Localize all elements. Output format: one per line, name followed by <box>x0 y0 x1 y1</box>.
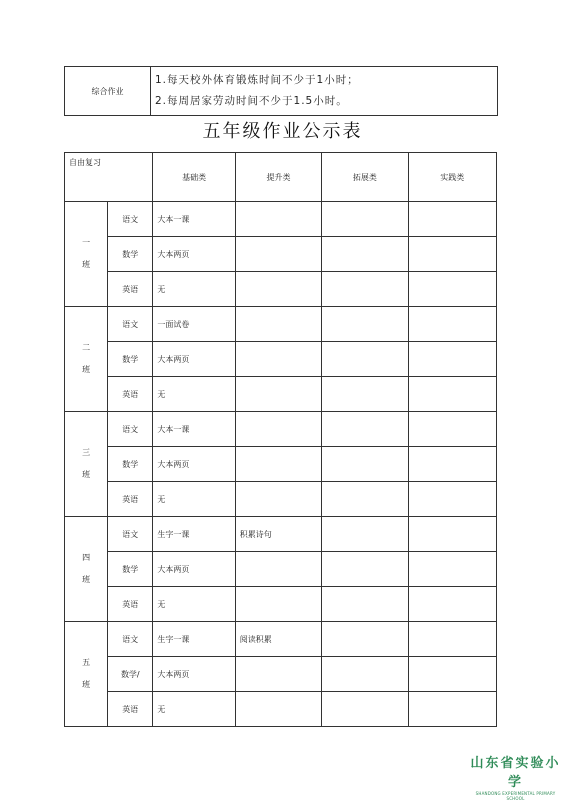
comprehensive-line-1: 1.每天校外体育锻炼时间不少于1小时； <box>155 74 359 86</box>
subject-cell: 英语 <box>108 482 153 517</box>
practice-homework-cell <box>408 552 496 587</box>
class-name-cell <box>65 622 108 727</box>
class-name-top: 五 <box>82 658 91 667</box>
class-name-cell <box>65 517 108 622</box>
advanced-homework-cell: 阅读积累 <box>235 622 321 657</box>
class-name-cell <box>65 307 108 412</box>
basic-homework-cell: 大本一课 <box>153 202 235 237</box>
table-row <box>65 622 497 657</box>
extension-homework-cell <box>322 377 408 412</box>
school-logo <box>468 752 563 801</box>
practice-homework-cell <box>408 237 496 272</box>
extension-homework-cell <box>322 552 408 587</box>
subject-cell: 数学 <box>108 447 153 482</box>
basic-homework-cell: 无 <box>153 692 235 727</box>
practice-homework-cell <box>408 692 496 727</box>
extension-homework-cell <box>322 622 408 657</box>
comprehensive-homework-table <box>64 66 498 116</box>
class-name-cell <box>65 412 108 517</box>
extension-homework-cell <box>322 447 408 482</box>
header-basic: 基础类 <box>153 153 235 202</box>
basic-homework-cell: 大本两页 <box>153 342 235 377</box>
table-row <box>65 447 497 482</box>
extension-homework-cell <box>322 307 408 342</box>
advanced-homework-cell: 积累诗句 <box>235 517 321 552</box>
class-name-bottom: 班 <box>82 470 91 479</box>
class-name-bottom: 班 <box>82 680 91 689</box>
advanced-homework-cell <box>235 552 321 587</box>
table-row <box>65 587 497 622</box>
practice-homework-cell <box>408 587 496 622</box>
advanced-homework-cell <box>235 307 321 342</box>
table-row <box>65 202 497 237</box>
advanced-homework-cell <box>235 342 321 377</box>
table-row <box>65 692 497 727</box>
basic-homework-cell: 一面试卷 <box>153 307 235 342</box>
table-row <box>65 657 497 692</box>
header-advanced: 提升类 <box>235 153 321 202</box>
subject-cell: 数学/ <box>108 657 153 692</box>
class-name-bottom: 班 <box>82 365 91 374</box>
class-name-top: 二 <box>82 343 91 352</box>
advanced-homework-cell <box>235 272 321 307</box>
subject-cell: 语文 <box>108 412 153 447</box>
table-row <box>65 552 497 587</box>
subject-cell: 英语 <box>108 377 153 412</box>
advanced-homework-cell <box>235 202 321 237</box>
basic-homework-cell: 无 <box>153 587 235 622</box>
extension-homework-cell <box>322 272 408 307</box>
subject-cell: 语文 <box>108 307 153 342</box>
table-header-row <box>65 153 497 202</box>
basic-homework-cell: 大本一课 <box>153 412 235 447</box>
subject-cell: 英语 <box>108 692 153 727</box>
practice-homework-cell <box>408 447 496 482</box>
extension-homework-cell <box>322 412 408 447</box>
page-title: 五年级作业公示表 <box>202 121 363 142</box>
basic-homework-cell: 无 <box>153 272 235 307</box>
practice-homework-cell <box>408 202 496 237</box>
extension-homework-cell <box>322 482 408 517</box>
advanced-homework-cell <box>235 692 321 727</box>
practice-homework-cell <box>408 622 496 657</box>
practice-homework-cell <box>408 412 496 447</box>
header-practice: 实践类 <box>408 153 496 202</box>
advanced-homework-cell <box>235 377 321 412</box>
class-name-bottom: 班 <box>82 575 91 584</box>
advanced-homework-cell <box>235 412 321 447</box>
table-row <box>65 482 497 517</box>
advanced-homework-cell <box>235 237 321 272</box>
practice-homework-cell <box>408 517 496 552</box>
basic-homework-cell: 生字一课 <box>153 622 235 657</box>
subject-cell: 语文 <box>108 517 153 552</box>
advanced-homework-cell <box>235 587 321 622</box>
subject-cell: 数学 <box>108 237 153 272</box>
advanced-homework-cell <box>235 482 321 517</box>
homework-schedule-table <box>64 152 497 727</box>
practice-homework-cell <box>408 482 496 517</box>
extension-homework-cell <box>322 237 408 272</box>
basic-homework-cell: 生字一课 <box>153 517 235 552</box>
practice-homework-cell <box>408 377 496 412</box>
basic-homework-cell: 大本两页 <box>153 657 235 692</box>
table-row <box>65 342 497 377</box>
extension-homework-cell <box>322 202 408 237</box>
basic-homework-cell: 大本两页 <box>153 447 235 482</box>
extension-homework-cell <box>322 657 408 692</box>
header-extension: 拓展类 <box>322 153 408 202</box>
school-logo-english: SHANDONG EXPERIMENTAL PRIMARY SCHOOL <box>475 791 556 801</box>
class-name-top: 一 <box>82 238 91 247</box>
class-name-top: 三 <box>82 448 91 457</box>
basic-homework-cell: 大本两页 <box>153 552 235 587</box>
header-corner-cell: 自由复习 <box>65 153 153 202</box>
table-row <box>65 412 497 447</box>
subject-cell: 英语 <box>108 272 153 307</box>
basic-homework-cell: 大本两页 <box>153 237 235 272</box>
subject-cell: 语文 <box>108 622 153 657</box>
table-row <box>65 272 497 307</box>
practice-homework-cell <box>408 272 496 307</box>
extension-homework-cell <box>322 517 408 552</box>
basic-homework-cell: 无 <box>153 377 235 412</box>
school-logo-chinese: 山东省实验小学 <box>470 756 561 790</box>
practice-homework-cell <box>408 342 496 377</box>
table-row <box>65 237 497 272</box>
subject-cell: 语文 <box>108 202 153 237</box>
basic-homework-cell: 无 <box>153 482 235 517</box>
extension-homework-cell <box>322 342 408 377</box>
advanced-homework-cell <box>235 657 321 692</box>
comprehensive-line-2: 2.每周居家劳动时间不少于1.5小时。 <box>155 95 348 107</box>
subject-cell: 英语 <box>108 587 153 622</box>
subject-cell: 数学 <box>108 342 153 377</box>
practice-homework-cell <box>408 307 496 342</box>
extension-homework-cell <box>322 587 408 622</box>
class-name-top: 四 <box>82 553 91 562</box>
table-row <box>65 517 497 552</box>
table-row <box>65 307 497 342</box>
advanced-homework-cell <box>235 447 321 482</box>
comprehensive-homework-content <box>151 67 498 116</box>
subject-cell: 数学 <box>108 552 153 587</box>
class-name-cell <box>65 202 108 307</box>
practice-homework-cell <box>408 657 496 692</box>
comprehensive-homework-label: 综合作业 <box>65 67 151 116</box>
extension-homework-cell <box>322 692 408 727</box>
class-name-bottom: 班 <box>82 260 91 269</box>
table-row <box>65 377 497 412</box>
